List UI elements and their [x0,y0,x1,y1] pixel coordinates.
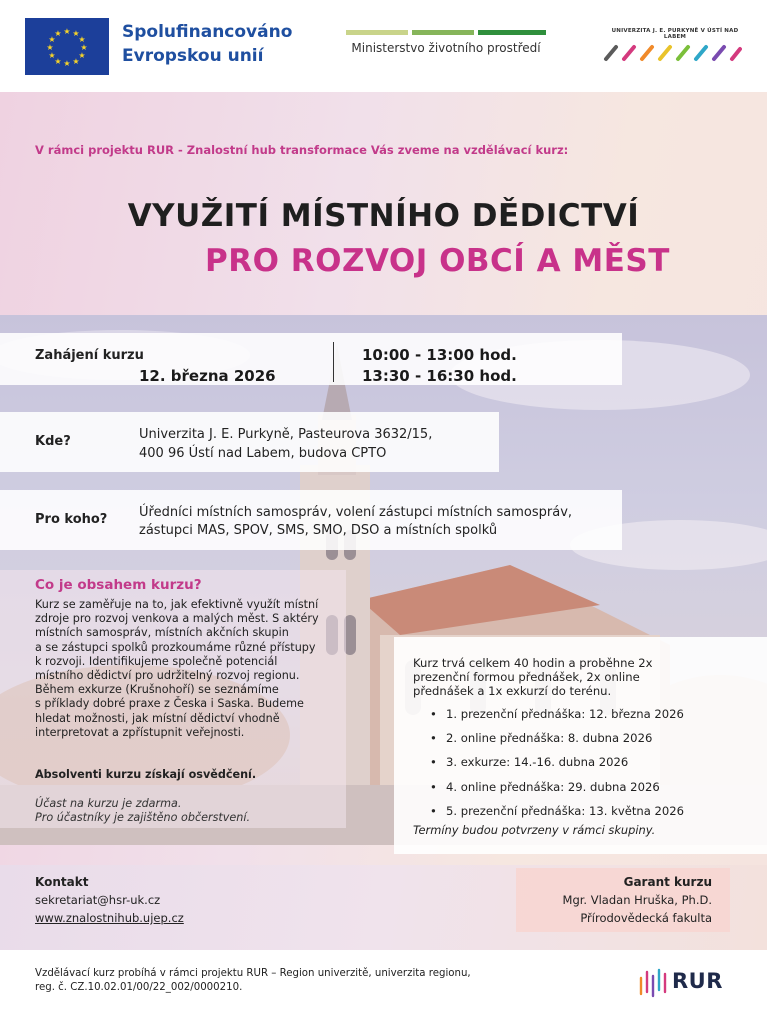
course-title-line-2: PRO ROZVOJ OBCÍ A MĚST [205,243,670,279]
svg-text:★: ★ [63,27,71,36]
eu-stars-icon [25,18,109,75]
ministry-logo-bars [346,30,546,36]
guarantor-faculty: Přírodovědecká fakulta [580,911,712,925]
eu-line-2: Evropskou unií [122,46,264,66]
audience-label: Pro koho? [35,512,108,527]
contact-heading: Kontakt [35,875,89,889]
course-title-line-1: VYUŽITÍ MÍSTNÍHO DĚDICTVÍ [127,198,640,234]
content-line: místních samospráv, místních akčních skupin [35,626,289,640]
schedule-intro [413,656,713,699]
schedule-list [430,706,684,827]
schedule-item: • 5. prezenční přednáška: 13. května 2026 [430,803,684,827]
schedule-item: • 4. online přednáška: 29. dubna 2026 [430,779,684,803]
schedule-intro-line: Kurz trvá celkem 40 hodin a proběhne 2x [413,656,653,670]
intro-text: V rámci projektu RUR - Znalostní hub transformace Vás zveme na vzdělávací kurz: [35,143,569,157]
university-name: UNIVERZITA J. E. PURKYNĚ V ÚSTÍ NAD LABEM [611,28,739,40]
free-line-1: Účast na kurzu je zdarma. [35,797,182,810]
svg-text:★: ★ [48,51,56,60]
where-address-line-2: 400 96 Ústí nad Labem, budova CPTO [139,446,387,461]
guarantor-name: Mgr. Vladan Hruška, Ph.D. [562,893,712,907]
guarantor-heading: Garant kurzu [623,875,712,889]
svg-text:★: ★ [80,43,88,52]
svg-text:★: ★ [54,57,62,66]
svg-text:★: ★ [78,35,86,44]
rur-logo-text: RUR [672,969,723,993]
content-line: Kurz se zaměřuje na to, jak efektivně využít místní [35,598,319,611]
content-line: k rozvoji. Identifikujeme společně potenciál [35,654,278,668]
contact-web-link[interactable]: www.znalostnihub.ujep.cz [35,911,184,925]
certificate-note: Absolventi kurzu získají osvědčení. [35,768,257,781]
content-heading: Co je obsahem kurzu? [35,577,202,593]
schedule-intro-line: prezenční formou přednášek, 2x online [413,670,640,685]
svg-text:★: ★ [72,57,80,66]
schedule-item: • 3. exkurze: 14.-16. dubna 2026 [430,754,684,778]
svg-text:★: ★ [46,43,54,52]
start-time-2: 13:30 - 16:30 hod. [362,367,517,385]
start-time-1: 10:00 - 13:00 hod. [362,346,517,364]
audience-line-1: Úředníci místních samospráv, volení zástupci místních samospráv, [139,505,573,520]
start-date: 12. března 2026 [139,367,276,385]
content-line: s příklady dobré praxe z Česka i Saska. Budeme [35,697,304,711]
svg-text:★: ★ [48,35,56,44]
schedule-intro-line: přednášek a 1x exkurzí do terénu. [413,684,612,699]
start-label: Zahájení kurzu [35,348,144,363]
svg-text:★: ★ [72,29,80,38]
content-line: a se zástupci spolků prozkoumáme různé přístupy [35,640,316,654]
svg-text:★: ★ [78,51,86,60]
eu-flag-logo [25,18,109,75]
free-line-2: Pro účastníky je zajištěno občerstvení. [35,811,251,824]
start-divider [333,342,334,382]
university-stripes-logo [602,41,742,63]
content-line: zdroje pro rozvoj venkova a malých měst. S aktéry [35,612,319,626]
audience-line-2: zástupci MAS, SPOV, SMS, SMO, DSO a místních spolků [139,523,498,538]
content-description [35,598,345,740]
footer-project-info [35,967,555,995]
svg-text:★: ★ [63,59,71,68]
eu-line-1: Spolufinancováno [122,22,293,42]
where-label: Kde? [35,434,71,449]
footer-line-1: Vzdělávací kurz probíhá v rámci projektu RUR – Region univerzitě, univerzita regionu, [35,968,471,979]
schedule-item: • 2. online přednáška: 8. dubna 2026 [430,730,684,754]
content-line: hledat možnosti, jak místní dědictví vhodně [35,711,280,725]
contact-email-link[interactable]: sekretariat@hsr-uk.cz [35,893,161,907]
where-address-line-1: Univerzita J. E. Purkyně, Pasteurova 3632/15, [139,427,433,442]
eu-cofinanced-text [122,20,292,68]
footer-line-2: reg. č. CZ.10.02.01/00/22_002/0000210. [35,982,243,993]
content-line: Během exkurze (Krušnohoří) se seznámíme [35,683,279,697]
free-participation-note [35,797,250,825]
content-line: místního dědictví pro udržitelný rozvoj regionu. [35,669,300,683]
svg-text:★: ★ [54,29,62,38]
ministry-name: Ministerstvo životního prostředí [351,41,541,55]
schedule-item: • 1. prezenční přednáška: 12. března 2026 [430,706,684,730]
content-line: interpretovat a zpřístupnit veřejnosti. [35,725,245,739]
schedule-note: Termíny budou potvrzeny v rámci skupiny. [413,823,656,837]
